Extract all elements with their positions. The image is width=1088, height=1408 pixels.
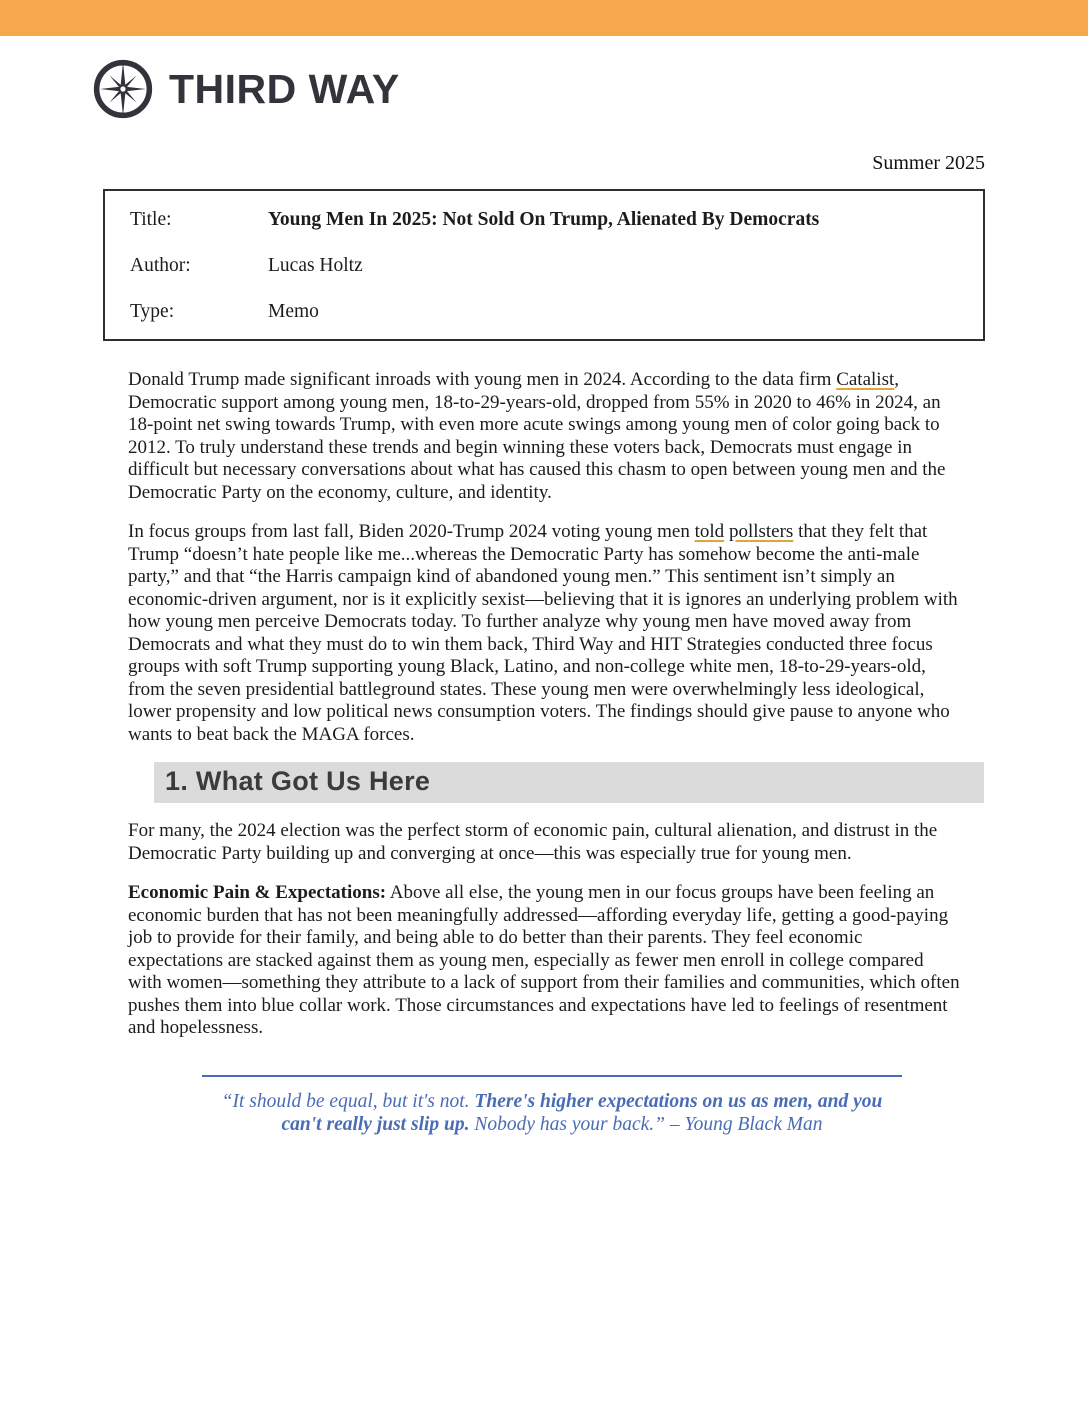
type-label: Type: bbox=[130, 301, 175, 322]
paragraph-economic-pain bbox=[128, 882, 960, 1040]
compass-icon bbox=[92, 58, 154, 120]
catalist-link[interactable]: Catalist bbox=[836, 369, 895, 390]
told-link[interactable]: told bbox=[694, 521, 725, 542]
text-segment: Above all else, the young men in our focus groups have been feeling an economic burden that has not been meaningfully addressed—affording everyday life, getting a good-paying job to provide for their family, and being able to do better than their parents. They feel economic expectations are stacked against them as young men, especially as fewer men enroll in college compared with women—something they attribute to a lack of support from their families and communities, which often pushes them into blue collar work. Those circumstances and expectations have led to feelings of resentment and hopelessness. bbox=[128, 882, 960, 1038]
text-segment: Nobody has your back.” – Young Black Man bbox=[469, 1114, 823, 1135]
memo-title: Young Men In 2025: Not Sold On Trump, Alienated By Democrats bbox=[268, 209, 820, 230]
paragraph-focus-groups bbox=[128, 521, 960, 746]
text-segment: There's higher expectations on us as men, and you can't really just slip up. bbox=[281, 1090, 883, 1135]
text-segment: “It should be equal, but it's not. bbox=[221, 1090, 475, 1112]
text-segment: Donald Trump made significant inroads with young men in 2024. According to the data firm bbox=[128, 369, 837, 390]
text-segment: , Democratic support among young men, 18-to-29-years-old, dropped from 55% in 2020 to 46% in 2024, an 18-point net swing towards Trump, with even more acute swings among young men of color going back to 2012. To truly understand these trends and begin winning these voters back, Democrats must engage in difficult but necessary conversations about what has caused this chasm to open between young men and the Democratic Party on the economy, culture, and identity. bbox=[128, 369, 946, 503]
section-heading-what-got-us-here: 1. What Got Us Here bbox=[154, 762, 984, 803]
text-segment: Economic Pain & Expectations: bbox=[128, 882, 387, 903]
text-segment: In focus groups from last fall, Biden 2020-Trump 2024 voting young men bbox=[128, 521, 695, 542]
text-segment: that they felt that Trump “doesn’t hate people like me...whereas the Democratic Party has somehow become the anti-male party,” and that “the Harris campaign kind of abandoned young men.” This sentiment isn’t simply an economic-driven argument, nor is it explicitly sexist—believing that it is ignores an underlying problem with how young men perceive Democrats today. To further analyze why young men have moved away from Democrats and what they must do to win them back, Third Way and HIT Strategies conducted three focus groups with soft Trump supporting young Black, Latino, and non-college white men, 18-to-29-years-old, from the seven presidential battleground states. These young men were overwhelmingly less ideological, lower propensity and low political news consumption voters. The findings should give pause to anyone who wants to beat back the MAGA forces. bbox=[128, 521, 958, 745]
pull-quote bbox=[202, 1075, 902, 1137]
paragraph-perfect-storm bbox=[128, 820, 960, 865]
author-row bbox=[130, 254, 963, 278]
author-label: Author: bbox=[130, 255, 191, 276]
logo-wordmark: THIRD WAY bbox=[169, 65, 400, 112]
top-accent-bar bbox=[0, 0, 1088, 36]
type-row bbox=[130, 300, 963, 324]
memo-author: Lucas Holtz bbox=[268, 255, 363, 276]
third-way-logo bbox=[92, 58, 1088, 120]
text-segment: For many, the 2024 election was the perfect storm of economic pain, cultural alienation, and distrust in the Democratic Party building up and converging at once—this was especially true for young men. bbox=[128, 820, 938, 864]
issue-date: Summer 2025 bbox=[872, 152, 985, 174]
title-row bbox=[130, 208, 963, 232]
pollsters-link[interactable]: pollsters bbox=[728, 521, 794, 542]
title-label: Title: bbox=[130, 209, 172, 230]
memo-type: Memo bbox=[268, 301, 319, 322]
paragraph-intro bbox=[128, 369, 960, 504]
memo-info-box bbox=[103, 189, 985, 341]
